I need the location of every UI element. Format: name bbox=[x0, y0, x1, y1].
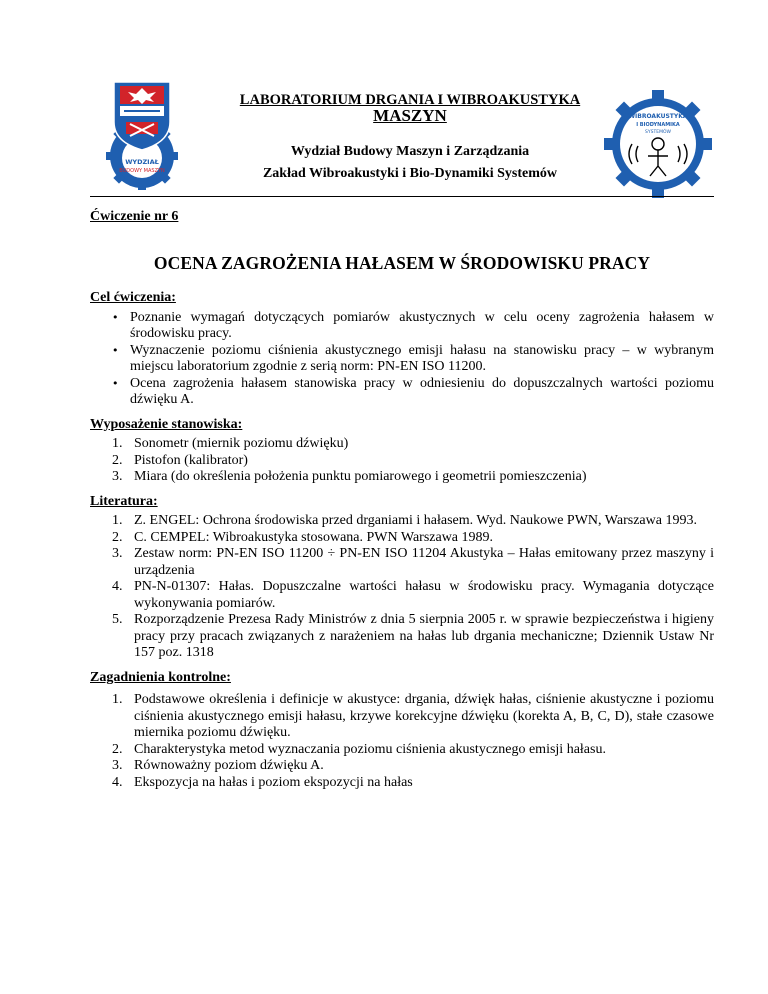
equipment-list bbox=[90, 436, 714, 486]
list-item: 1. Podstawowe określenia i definicje w akustyce: drgania, dźwięk hałas, ciśnienie akustyczne i poziomu ciśnienia akustycznego emisji hałasu, krzywe korekcyjne dźwięku (korekta A, B, C, D), stałe czasowe miernika poziomu dźwięku. bbox=[112, 692, 714, 740]
svg-text:WIBROAKUSTYKA: WIBROAKUSTYKA bbox=[628, 113, 688, 120]
literature-list bbox=[90, 513, 714, 662]
page-title: OCENA ZAGROŻENIA HAŁASEM W ŚRODOWISKU PRACY bbox=[153, 252, 651, 273]
goal-list bbox=[90, 310, 714, 409]
svg-text:BUDOWY MASZYN: BUDOWY MASZYN bbox=[119, 168, 165, 174]
list-item: 3. Zestaw norm: PN-EN ISO 11200 ÷ PN-EN ISO 11204 Akustyka – Hałas emitowany przez maszyny i urządzenia bbox=[112, 546, 714, 578]
list-item: • Wyznaczenie poziomu ciśnienia akustycznego emisji hałasu na stanowisku pracy – w wybranym miejscu laboratorium zgodnie z serią norm: PN-EN ISO 11200. bbox=[90, 343, 714, 376]
list-item: 2. C. CEMPEL: Wibroakustyka stosowana. PWN Warszawa 1989. bbox=[112, 529, 494, 545]
list-item: 3. Równoważny poziom dźwięku A. bbox=[112, 758, 324, 773]
list-item: 5. Rozporządzenie Prezesa Rady Ministrów z dnia 5 sierpnia 2005 r. w sprawie bezpieczeństwa i higieny pracy przy pracach związanych z narażeniem na hałas lub drgania mechaniczne; Dziennik Ustaw Nr 157 poz. 1318 bbox=[112, 612, 714, 660]
list-item: 4. PN-N-01307: Hałas. Dopuszczalne wartości hałasu w środowisku pracy. Wymagania dotyczące wykonywania pomiarów. bbox=[112, 579, 714, 611]
list-item: 3. Miara (do określenia położenia punktu pomiarowego i geometrii pomieszczenia) bbox=[112, 469, 587, 484]
department-name: Zakład Wibroakustyki i Bio-Dynamiki Systemów bbox=[262, 166, 558, 181]
document-body bbox=[90, 209, 714, 799]
questions-list bbox=[90, 692, 714, 791]
lab-name-line1: LABORATORIUM DRGANIA I WIBROAKUSTYKA bbox=[239, 92, 581, 108]
literature-heading: Literatura: bbox=[90, 493, 158, 509]
list-item: 2. Charakterystyka metod wyznaczania poziomu ciśnienia akustycznego emisji hałasu. bbox=[112, 741, 606, 757]
exercise-number: Ćwiczenie nr 6 bbox=[90, 209, 179, 224]
department-logo-icon bbox=[602, 88, 714, 200]
equipment-heading: Wyposażenie stanowiska: bbox=[90, 416, 243, 432]
list-item: 4. Ekspozycja na hałas i poziom ekspozycji na hałas bbox=[112, 774, 413, 790]
faculty-name: Wydział Budowy Maszyn i Zarządzania bbox=[290, 144, 530, 159]
list-item: • Ocena zagrożenia hałasem stanowiska pracy w odniesieniu do dopuszczalnych wartości poziomu dźwięku A. bbox=[90, 376, 714, 409]
list-item: 2. Pistofon (kalibrator) bbox=[112, 452, 248, 468]
list-item: 1. Sonometr (miernik poziomu dźwięku) bbox=[112, 436, 349, 451]
questions-heading: Zagadnienia kontrolne: bbox=[90, 669, 231, 685]
header-divider bbox=[90, 196, 714, 197]
svg-text:I BIODYNAMIKA: I BIODYNAMIKA bbox=[636, 122, 680, 128]
svg-text:SYSTEMÓW: SYSTEMÓW bbox=[645, 130, 671, 135]
list-item: 1. Z. ENGEL: Ochrona środowiska przed drganiami i hałasem. Wyd. Naukowe PWN, Warszawa 1993. bbox=[112, 513, 697, 528]
faculty-logo-text: WYDZIAŁ bbox=[125, 158, 159, 166]
lab-name-line2: MASZYN bbox=[373, 106, 447, 125]
list-item: • Poznanie wymagań dotyczących pomiarów akustycznych w celu oceny zagrożenia hałasem w środowisku pracy. bbox=[90, 310, 714, 343]
document-header bbox=[0, 0, 768, 200]
goal-heading: Cel ćwiczenia: bbox=[90, 290, 176, 305]
